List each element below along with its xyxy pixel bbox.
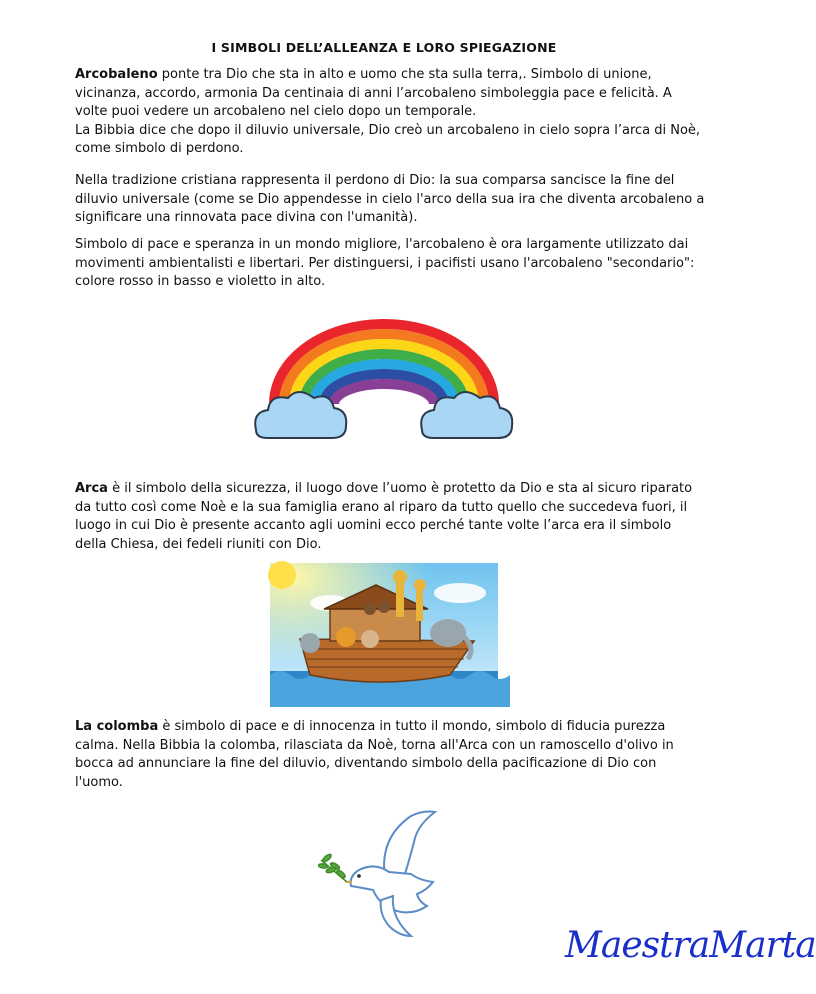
ark-text: è il simbolo della sicurezza, il luogo dove l’uomo è protetto da Dio e sta al sicuro riparato da tutto così come Noè e la sua famiglia erano al riparo da tutto quello che succedeva fuori, il luogo in cui Dio è presente accanto agli uomini ecco perché tante volte l’arca era il simbolo della Chiesa, dei fedeli riuniti con Dio. bbox=[75, 481, 693, 552]
signature-logo: MaestraMarta bbox=[565, 925, 816, 966]
rainbow-paragraph-3: Simbolo di pace e speranza in un mondo migliore, l'arcobaleno è ora largamente utilizzato dai movimenti ambientalisti e libertari. Per distinguersi, i pacifisti usano l'arcobaleno "secondario": colore rosso in basso e violetto in alto. bbox=[75, 237, 695, 289]
page-title: I SIMBOLI DELL’ALLEANZA E LORO SPIEGAZIONE bbox=[211, 40, 557, 55]
rainbow-illustration bbox=[252, 312, 517, 444]
dove-illustration bbox=[315, 808, 455, 948]
rainbow-term: Arcobaleno bbox=[75, 67, 158, 82]
rainbow-text-1: ponte tra Dio che sta in alto e uomo che sta sulla terra,. Simbolo di unione, vicinanza, accordo, armonia Da centinaia di anni l’arcobaleno simboleggia pace e felicità. A volte puoi vedere un arcobaleno nel cielo dopo un temporale. bbox=[75, 67, 672, 119]
rainbow-text-1b: La Bibbia dice che dopo il diluvio universale, Dio creò un arcobaleno in cielo sopra l’arca di Noè, come simbolo di perdono. bbox=[75, 122, 701, 156]
ark-paragraph bbox=[75, 480, 705, 554]
ark-illustration bbox=[270, 563, 498, 707]
ark-term: Arca bbox=[75, 481, 108, 496]
rainbow-paragraph-1 bbox=[75, 66, 705, 159]
dove-term: La colomba bbox=[75, 719, 159, 734]
dove-paragraph bbox=[75, 718, 705, 792]
dove-text: è simbolo di pace e di innocenza in tutto il mondo, simbolo di fiducia purezza calma. Nella Bibbia la colomba, rilasciata da Noè, torna all'Arca con un ramoscello d'olivo in bocca ad annunciare la fine del diluvio, diventando simbolo della pacificazione di Dio con l'uomo. bbox=[75, 719, 674, 790]
rainbow-paragraph-2: Nella tradizione cristiana rappresenta il perdono di Dio: la sua comparsa sancisce la fine del diluvio universale (come se Dio appendesse in cielo l'arco della sua ira che diventa arcobaleno a significare una rinnovata pace divina con l'umanità). bbox=[75, 173, 705, 225]
